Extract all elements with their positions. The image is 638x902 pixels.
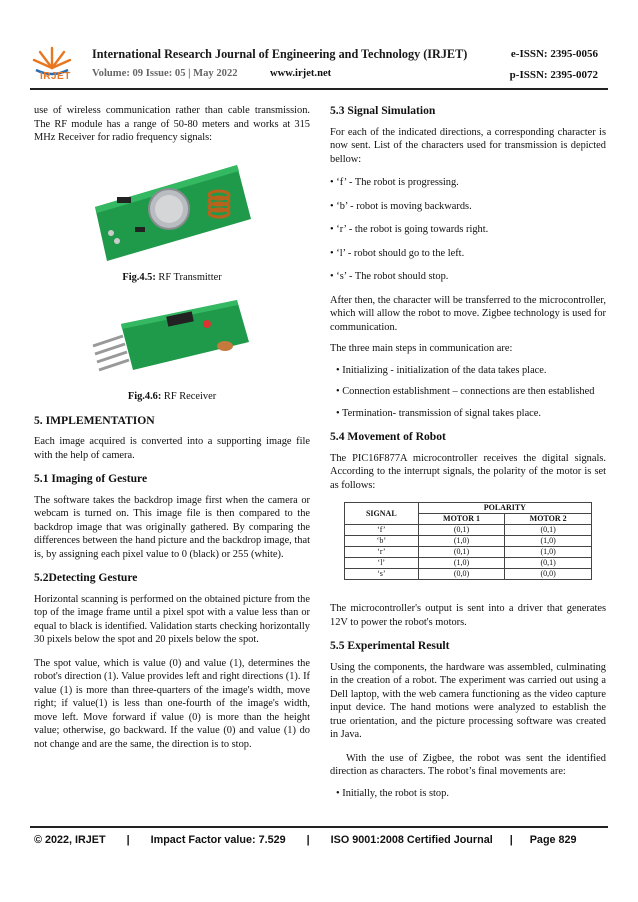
table-row: [345, 525, 592, 536]
table-header-polarity: POLARITY: [418, 503, 591, 514]
table-header-signal: SIGNAL: [345, 503, 419, 525]
table-cell: (1,0): [418, 536, 505, 547]
fig-4-5-text: RF Transmitter: [155, 271, 222, 283]
section-5-5-heading: 5.5 Experimental Result: [330, 639, 450, 652]
section-5-5-text-2: With the use of Zigbee, the robot was sent the identified direction as characters. The robot’s final movements are:: [330, 752, 606, 777]
table-cell: (0,0): [418, 569, 505, 580]
section-5-1-text: The software takes the backdrop image first when the camera or webcam is turned on. This image file is then compared to the backdrop image that was originally gathered. By comparing the differences between the hand picture and the backdrop image, that is, by assigning each pixel value to 0 (black) or 255 (white).: [34, 494, 310, 560]
polarity-table: [344, 502, 592, 580]
table-row: [345, 536, 592, 547]
logo-text: IRJET: [40, 71, 71, 82]
char-item-b: • ‘b’ - robot is moving backwards.: [330, 200, 472, 212]
p-issn: p-ISSN: 2395-0072: [509, 69, 598, 81]
e-issn: e-ISSN: 2395-0056: [510, 48, 598, 60]
website-link[interactable]: www.irjet.net: [270, 68, 332, 79]
char-item-f: • ‘f’ - The robot is progressing.: [330, 177, 459, 188]
table-cell: ‘r’: [345, 547, 419, 558]
journal-title: International Research Journal of Engineering and Technology (IRJET): [92, 47, 468, 61]
section-5-3-text: For each of the indicated directions, a corresponding character is now sent. List of the characters used for transmission is depicted bellow:: [330, 126, 606, 165]
step-item-connection: • Connection establishment – connections are then established: [336, 386, 595, 397]
footer-separator: |: [509, 834, 513, 846]
page-footer: [34, 834, 610, 846]
table-cell: ‘b’: [345, 536, 419, 547]
left-column: [34, 104, 310, 751]
table-cell: (0,1): [505, 558, 592, 569]
table-cell: (0,1): [418, 525, 505, 536]
rf-transmitter-image: [87, 157, 257, 267]
table-header-motor-1: MOTOR 1: [418, 514, 505, 525]
section-5-1-heading: 5.1 Imaging of Gesture: [34, 472, 148, 485]
rf-receiver-image: [87, 294, 257, 386]
table-cell: (1,0): [418, 558, 505, 569]
section-5-2-text-2: The spot value, which is value (0) and value (1), determines the robot's direction (1). Value provides left and right directions (1). If value (1) is more than three-quarters of the image's width, move right; if value(1) is less than one-fourth of the image's width, move left. Move forward if value (0) is more than the height value; otherwise, go backward. If the value (0) and value (1) do not change and are the same, the direction is to stop.: [34, 657, 310, 750]
step-item-initializing: • Initializing - initialization of the data takes place.: [336, 364, 547, 376]
section-5-4-text: The PIC16F877A microcontroller receives the digital signals. According to the interrupt signals, the polarity of the motor is set as follows:: [330, 452, 606, 491]
section-5-3-heading: 5.3 Signal Simulation: [330, 104, 436, 117]
table-header-motor-2: MOTOR 2: [505, 514, 592, 525]
table-cell: (0,1): [505, 525, 592, 536]
fig-4-6-number: Fig.4.6:: [127, 391, 162, 402]
intro-paragraph: use of wireless communication rather than cable transmission. The RF module has a range of 50-80 meters and works at 315 MHz Receiver for radio frequency signals:: [34, 105, 310, 143]
footer-page: Page 829: [529, 834, 577, 846]
fig-4-5-caption: [34, 271, 310, 285]
table-row: [345, 558, 592, 569]
char-item-l: • ‘l’ - robot should go to the left.: [330, 247, 465, 259]
table-cell: ‘s’: [345, 569, 419, 580]
table-cell: (1,0): [505, 547, 592, 558]
section-5-text: Each image acquired is converted into a supporting image file with the help of camera.: [34, 436, 310, 461]
footer-copyright: © 2022, IRJET: [34, 834, 106, 846]
page-header: [0, 0, 638, 92]
fig-4-6-caption: [34, 390, 310, 404]
char-item-s: • ‘s’ - The robot should stop.: [330, 271, 449, 282]
table-cell: ‘f’: [345, 525, 419, 536]
after-paragraph: After then, the character will be transferred to the microcontroller, which will allow the robot to move. Zigbee technology is used for communication.: [330, 294, 606, 333]
fig-4-5-number: Fig.4.5:: [122, 271, 156, 283]
section-5-2-heading: 5.2Detecting Gesture: [34, 571, 138, 584]
driver-paragraph: The microcontroller's output is sent into a driver that generates 12V to power the robot's motors.: [330, 603, 606, 628]
section-5-2-text-1: Horizontal scanning is performed on the obtained picture from the top of the image frame until a pixel spot with a value less than or equal to black is identified. Validation starts checking horizontally 30 pixels below the spot and 20 pixels below the spot.: [34, 593, 310, 645]
section-5-heading: 5. IMPLEMENTATION: [34, 413, 155, 427]
section-5-5-text-1: Using the components, the hardware was assembled, culminating in the creation of a robot. The experiment was carried out using a Dell laptop, with the web camera functioning as the video capture input device. The hand motions were analyzed to establish the true orientation, and the picture processing software was created in Java.: [330, 661, 606, 740]
footer-iso: ISO 9001:2008 Certified Journal: [330, 834, 493, 846]
final-movement-item: • Initially, the robot is stop.: [336, 787, 449, 799]
table-cell: (0,0): [505, 569, 592, 580]
char-item-r: • ‘r’ - the robot is going towards right.: [330, 224, 489, 235]
footer-separator: |: [306, 834, 310, 846]
table-cell: ‘l’: [345, 558, 419, 569]
right-column: [330, 104, 606, 800]
footer-impact: Impact Factor value: 7.529: [150, 834, 286, 846]
header-rule: [30, 88, 608, 90]
section-5-4-heading: 5.4 Movement of Robot: [330, 430, 446, 443]
table-row: [345, 547, 592, 558]
footer-rule: [30, 826, 608, 828]
table-cell: (0,1): [418, 547, 505, 558]
footer-separator: |: [126, 834, 130, 846]
table-cell: (1,0): [505, 536, 592, 547]
fig-4-6-text: RF Receiver: [161, 391, 217, 402]
table-row: [345, 569, 592, 580]
steps-intro: The three main steps in communication are:: [330, 343, 513, 354]
volume-issue: Volume: 09 Issue: 05 | May 2022: [92, 68, 238, 79]
step-item-termination: • Termination- transmission of signal takes place.: [336, 407, 542, 419]
